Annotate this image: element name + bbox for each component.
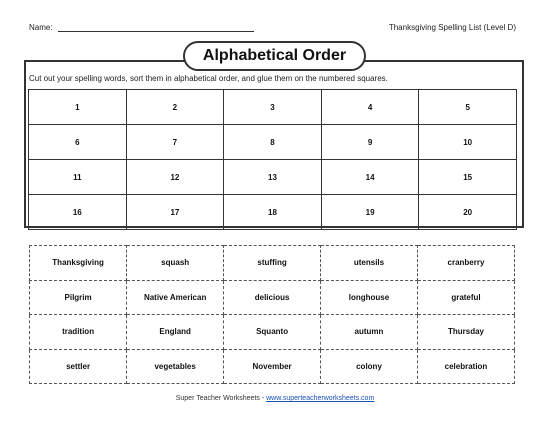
numbered-square: 11 — [29, 160, 127, 195]
numbered-square: 18 — [224, 195, 322, 230]
numbered-square: 7 — [126, 125, 224, 160]
word-card: November — [224, 349, 321, 384]
numbered-square: 3 — [224, 90, 322, 125]
word-row — [30, 246, 515, 281]
numbered-square: 15 — [419, 160, 517, 195]
numbered-square: 12 — [126, 160, 224, 195]
word-card: utensils — [321, 246, 418, 281]
numbered-square: 16 — [29, 195, 127, 230]
word-row — [30, 315, 515, 350]
numbered-square: 1 — [29, 90, 127, 125]
word-row — [30, 280, 515, 315]
grid-row — [29, 160, 517, 195]
name-line — [58, 31, 254, 32]
word-card: stuffing — [224, 246, 321, 281]
word-card: settler — [30, 349, 127, 384]
word-card: celebration — [417, 349, 514, 384]
numbered-square: 6 — [29, 125, 127, 160]
word-card: squash — [127, 246, 224, 281]
grid-row — [29, 195, 517, 230]
numbered-grid — [28, 89, 517, 230]
word-card: Thanksgiving — [30, 246, 127, 281]
list-title: Thanksgiving Spelling List (Level D) — [388, 23, 516, 32]
numbered-square: 17 — [126, 195, 224, 230]
word-row — [30, 349, 515, 384]
word-card: Pilgrim — [30, 280, 127, 315]
worksheet-header — [29, 19, 516, 35]
word-cards — [29, 245, 515, 384]
word-card: autumn — [321, 315, 418, 350]
word-card: grateful — [417, 280, 514, 315]
numbered-square: 19 — [321, 195, 419, 230]
word-card: colony — [321, 349, 418, 384]
instructions: Cut out your spelling words, sort them in alphabetical order, and glue them on the numbered squares. — [29, 74, 388, 83]
word-card: Thursday — [417, 315, 514, 350]
numbered-square: 5 — [419, 90, 517, 125]
word-card: delicious — [224, 280, 321, 315]
numbered-square: 9 — [321, 125, 419, 160]
word-card: Native American — [127, 280, 224, 315]
word-card: tradition — [30, 315, 127, 350]
word-card: cranberry — [417, 246, 514, 281]
grid-row — [29, 90, 517, 125]
numbered-square: 14 — [321, 160, 419, 195]
grid-row — [29, 125, 517, 160]
word-card: England — [127, 315, 224, 350]
word-card: vegetables — [127, 349, 224, 384]
numbered-square: 2 — [126, 90, 224, 125]
footer-link[interactable]: www.superteacherworksheets.com — [266, 395, 375, 402]
name-label: Name: — [29, 23, 53, 32]
page-title: Alphabetical Order — [183, 41, 366, 71]
footer — [0, 395, 550, 402]
numbered-square: 8 — [224, 125, 322, 160]
numbered-square: 13 — [224, 160, 322, 195]
word-card: longhouse — [321, 280, 418, 315]
numbered-square: 4 — [321, 90, 419, 125]
numbered-square: 10 — [419, 125, 517, 160]
word-card: Squanto — [224, 315, 321, 350]
numbered-square: 20 — [419, 195, 517, 230]
footer-credit: Super Teacher Worksheets - — [175, 395, 267, 402]
